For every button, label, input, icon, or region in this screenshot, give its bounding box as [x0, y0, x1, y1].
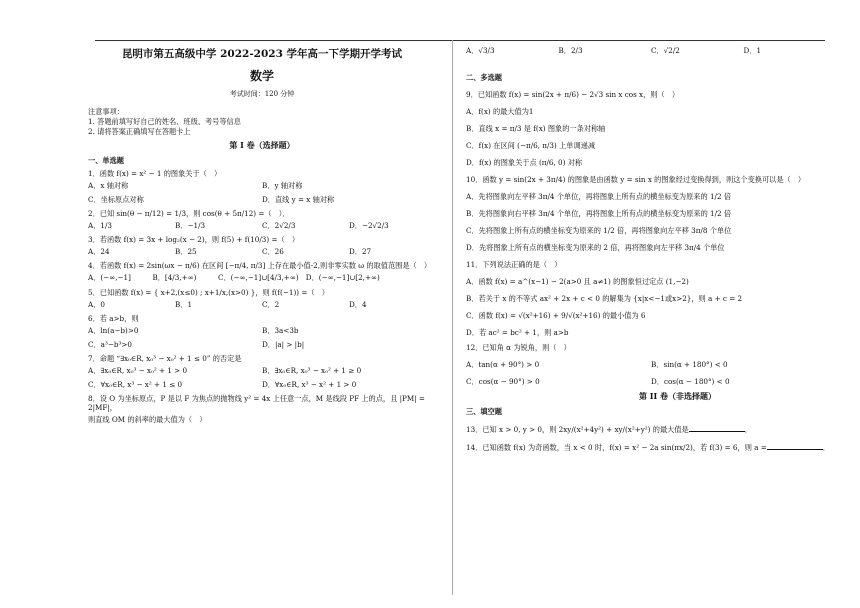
question-7: 7．命题 “∃x₀∈R, x₀³ − x₀² + 1 ≤ 0” 的否定是 [88, 353, 242, 363]
punct: ． [822, 443, 830, 452]
part-two-heading: 第 II 卷（非选择题） [638, 391, 716, 401]
option: C．√2/2 [651, 46, 680, 55]
question-3: 3．若函数 f(x) = 3x + log₂(x − 2)，则 f(5) + f(10/3) =（ ） [88, 234, 300, 244]
option: A．24 [88, 246, 110, 256]
option: A．f(x) 的最大值为1 [466, 107, 534, 116]
option: B．先将图象向右平移 3π/4 个单位，再将图象上所有点的横坐标变为原来的 1/2 倍 [466, 209, 732, 218]
question-13 [466, 424, 836, 434]
question-1: 1．函数 f(x) = x² − 1 的图象关于（ ） [88, 168, 222, 178]
question-8: 8．设 O 为坐标原点，P 是以 F 为焦点的抛物线 y² = 4x 上任意一点，M 是线段 PF 上的点，且 |PM| = 2|MF|， [88, 393, 425, 412]
section-heading-fill: 三、填空题 [466, 407, 502, 416]
option: B．直线 x = π/3 是 f(x) 图象的一条对称轴 [466, 124, 606, 133]
left-column [88, 44, 436, 430]
section-heading-single: 一、单选题 [88, 155, 124, 165]
option: D．27 [349, 246, 372, 256]
right-column [466, 44, 836, 460]
option: D．1 [743, 46, 762, 55]
top-rule [95, 40, 825, 41]
question-5: 5．已知函数 f(x) = { x+2,(x≤0) ; x+1/x,(x>0) }，则 f(f(−1)) =（ ） [88, 287, 329, 297]
column-divider [452, 40, 453, 595]
note-item: 2. 请将答案正确填写在答题卡上 [88, 126, 191, 136]
question-2: 2．已知 sin(θ − π/12) = 1/3，则 cos(θ + 5π/12) =（ ）． [88, 208, 290, 218]
question-10: 10．函数 y = sin(2x + 3π/4) 的图象是由函数 y = sin x 的图象经过变换得到，则这个变换可以是（ ） [466, 175, 806, 184]
exam-time: 考试时间：120 分钟 [229, 90, 295, 99]
answer-blank [689, 424, 745, 432]
option: C．cos(α − 90°) > 0 [466, 377, 540, 386]
option: D．cos(α − 180°) < 0 [651, 377, 730, 386]
option: B．1 [175, 299, 193, 309]
section-heading-multi: 二、多选题 [466, 73, 502, 82]
option: B．3a<3b [262, 325, 299, 335]
option: B．若关于 x 的不等式 ax² + 2x + c < 0 的解集为 {x|x<−1或x>2}，则 a + c = 2 [466, 294, 743, 303]
option: C．先将图象上所有点的横坐标变为原来的 1/2 倍，再将图象向左平移 3π/8 个单位 [466, 226, 732, 235]
option: A．√3/3 [466, 46, 495, 55]
option: B．y 轴对称 [262, 180, 303, 190]
option: C．2 [262, 299, 280, 309]
option: A．tan(α + 90°) > 0 [466, 360, 540, 369]
notes-heading: 注意事项： [88, 106, 124, 116]
option: D．先将图象上所有点的横坐标变为原来的 2 倍，再将图象向左平移 3π/4 个单位 [466, 243, 725, 252]
option: B．2/3 [558, 46, 583, 55]
option: D．∀x₀∈R, x³ − x² + 1 > 0 [262, 379, 357, 389]
option: C．f(x) 在区间 (−π/6, π/3) 上单调递减 [466, 141, 596, 150]
option: C．函数 f(x) = √(x²+16) + 9/√(x²+16) 的最小值为 6 [466, 311, 646, 320]
option: D．直线 y = x 轴对称 [262, 194, 335, 204]
option: A．1/3 [88, 220, 112, 230]
question-13-text: 13．已知 x > 0, y > 0，则 2xy/(x²+4y²) + xy/(x²+y²) 的最大值是 [466, 425, 689, 434]
option: A．0 [88, 299, 105, 309]
option: C．坐标原点对称 [88, 194, 144, 204]
option: B．sin(α + 180°) < 0 [651, 360, 728, 369]
question-14 [466, 442, 836, 452]
question-14-text: 14．已知函数 f(x) 为奇函数，当 x < 0 时，f(x) = x² − 2a sin(πx/2)，若 f(3) = 6，则 a = [466, 443, 767, 452]
option: D．若 ac² = bc² + 1，则 a>b [466, 328, 569, 337]
option: D．f(x) 的图象关于点 (π/6, 0) 对称 [466, 158, 583, 167]
question-12: 12．已知角 α 为锐角，则（ ） [466, 343, 571, 352]
options-line: A．(−∞,−1] B．[4/3,+∞) C．(−∞,−1]∪[4/3,+∞) D．(−∞,−1]∪[2,+∞) [88, 272, 380, 282]
option: C．2√2/3 [262, 220, 296, 230]
question-9: 9．已知函数 f(x) = sin(2x + π/6) − 2√3 sin x cos x，则（ ） [466, 90, 680, 99]
answer-blank [767, 442, 823, 450]
punct: ． [744, 425, 752, 434]
note-item: 1. 答题前填写好自己的姓名、班级、考号等信息 [88, 116, 241, 126]
option: B．∃x₀∈R, x₀³ − x₀² + 1 ≥ 0 [262, 365, 362, 375]
option: A．x 轴对称 [88, 180, 129, 190]
option: B．−1/3 [175, 220, 206, 230]
option: A．ln(a−b)>0 [88, 325, 139, 335]
option: B．25 [175, 246, 197, 256]
option: C．a³−b³>0 [88, 339, 132, 349]
question-11: 11．下列说法正确的是（ ） [466, 260, 562, 269]
option: D．4 [349, 299, 367, 309]
option: C．26 [262, 246, 284, 256]
option: A．∃x₀∈R, x₀³ − x₀² + 1 > 0 [88, 365, 188, 375]
question-6: 6．若 a>b，则 [88, 313, 139, 323]
exam-title: 昆明市第五高级中学 2022-2023 学年高一下学期开学考试 [121, 48, 403, 60]
part-one-heading: 第 I 卷（选择题） [229, 139, 295, 150]
option: D．−2√2/3 [349, 220, 389, 230]
option: A．函数 f(x) = a^(x−1) − 2(a>0 且 a≠1) 的图象恒过定点 (1,−2) [466, 277, 689, 286]
option: D．|a| > |b| [262, 339, 305, 349]
subject-title: 数学 [249, 69, 274, 84]
question-8-continued: 则直线 OM 的斜率的最大值为（ ） [88, 414, 207, 424]
option: C．∀x₀∈R, x³ − x² + 1 ≤ 0 [88, 379, 183, 389]
question-4: 4．若函数 f(x) = 2sin(ωx − π/6) 在区间 [−π/4, π/3] 上存在最小值-2,则非零实数 ω 的取值范围是（ ） [88, 260, 432, 270]
option: A．先将图象向左平移 3π/4 个单位，再将图象上所有点的横坐标变为原来的 1/2 倍 [466, 192, 732, 201]
